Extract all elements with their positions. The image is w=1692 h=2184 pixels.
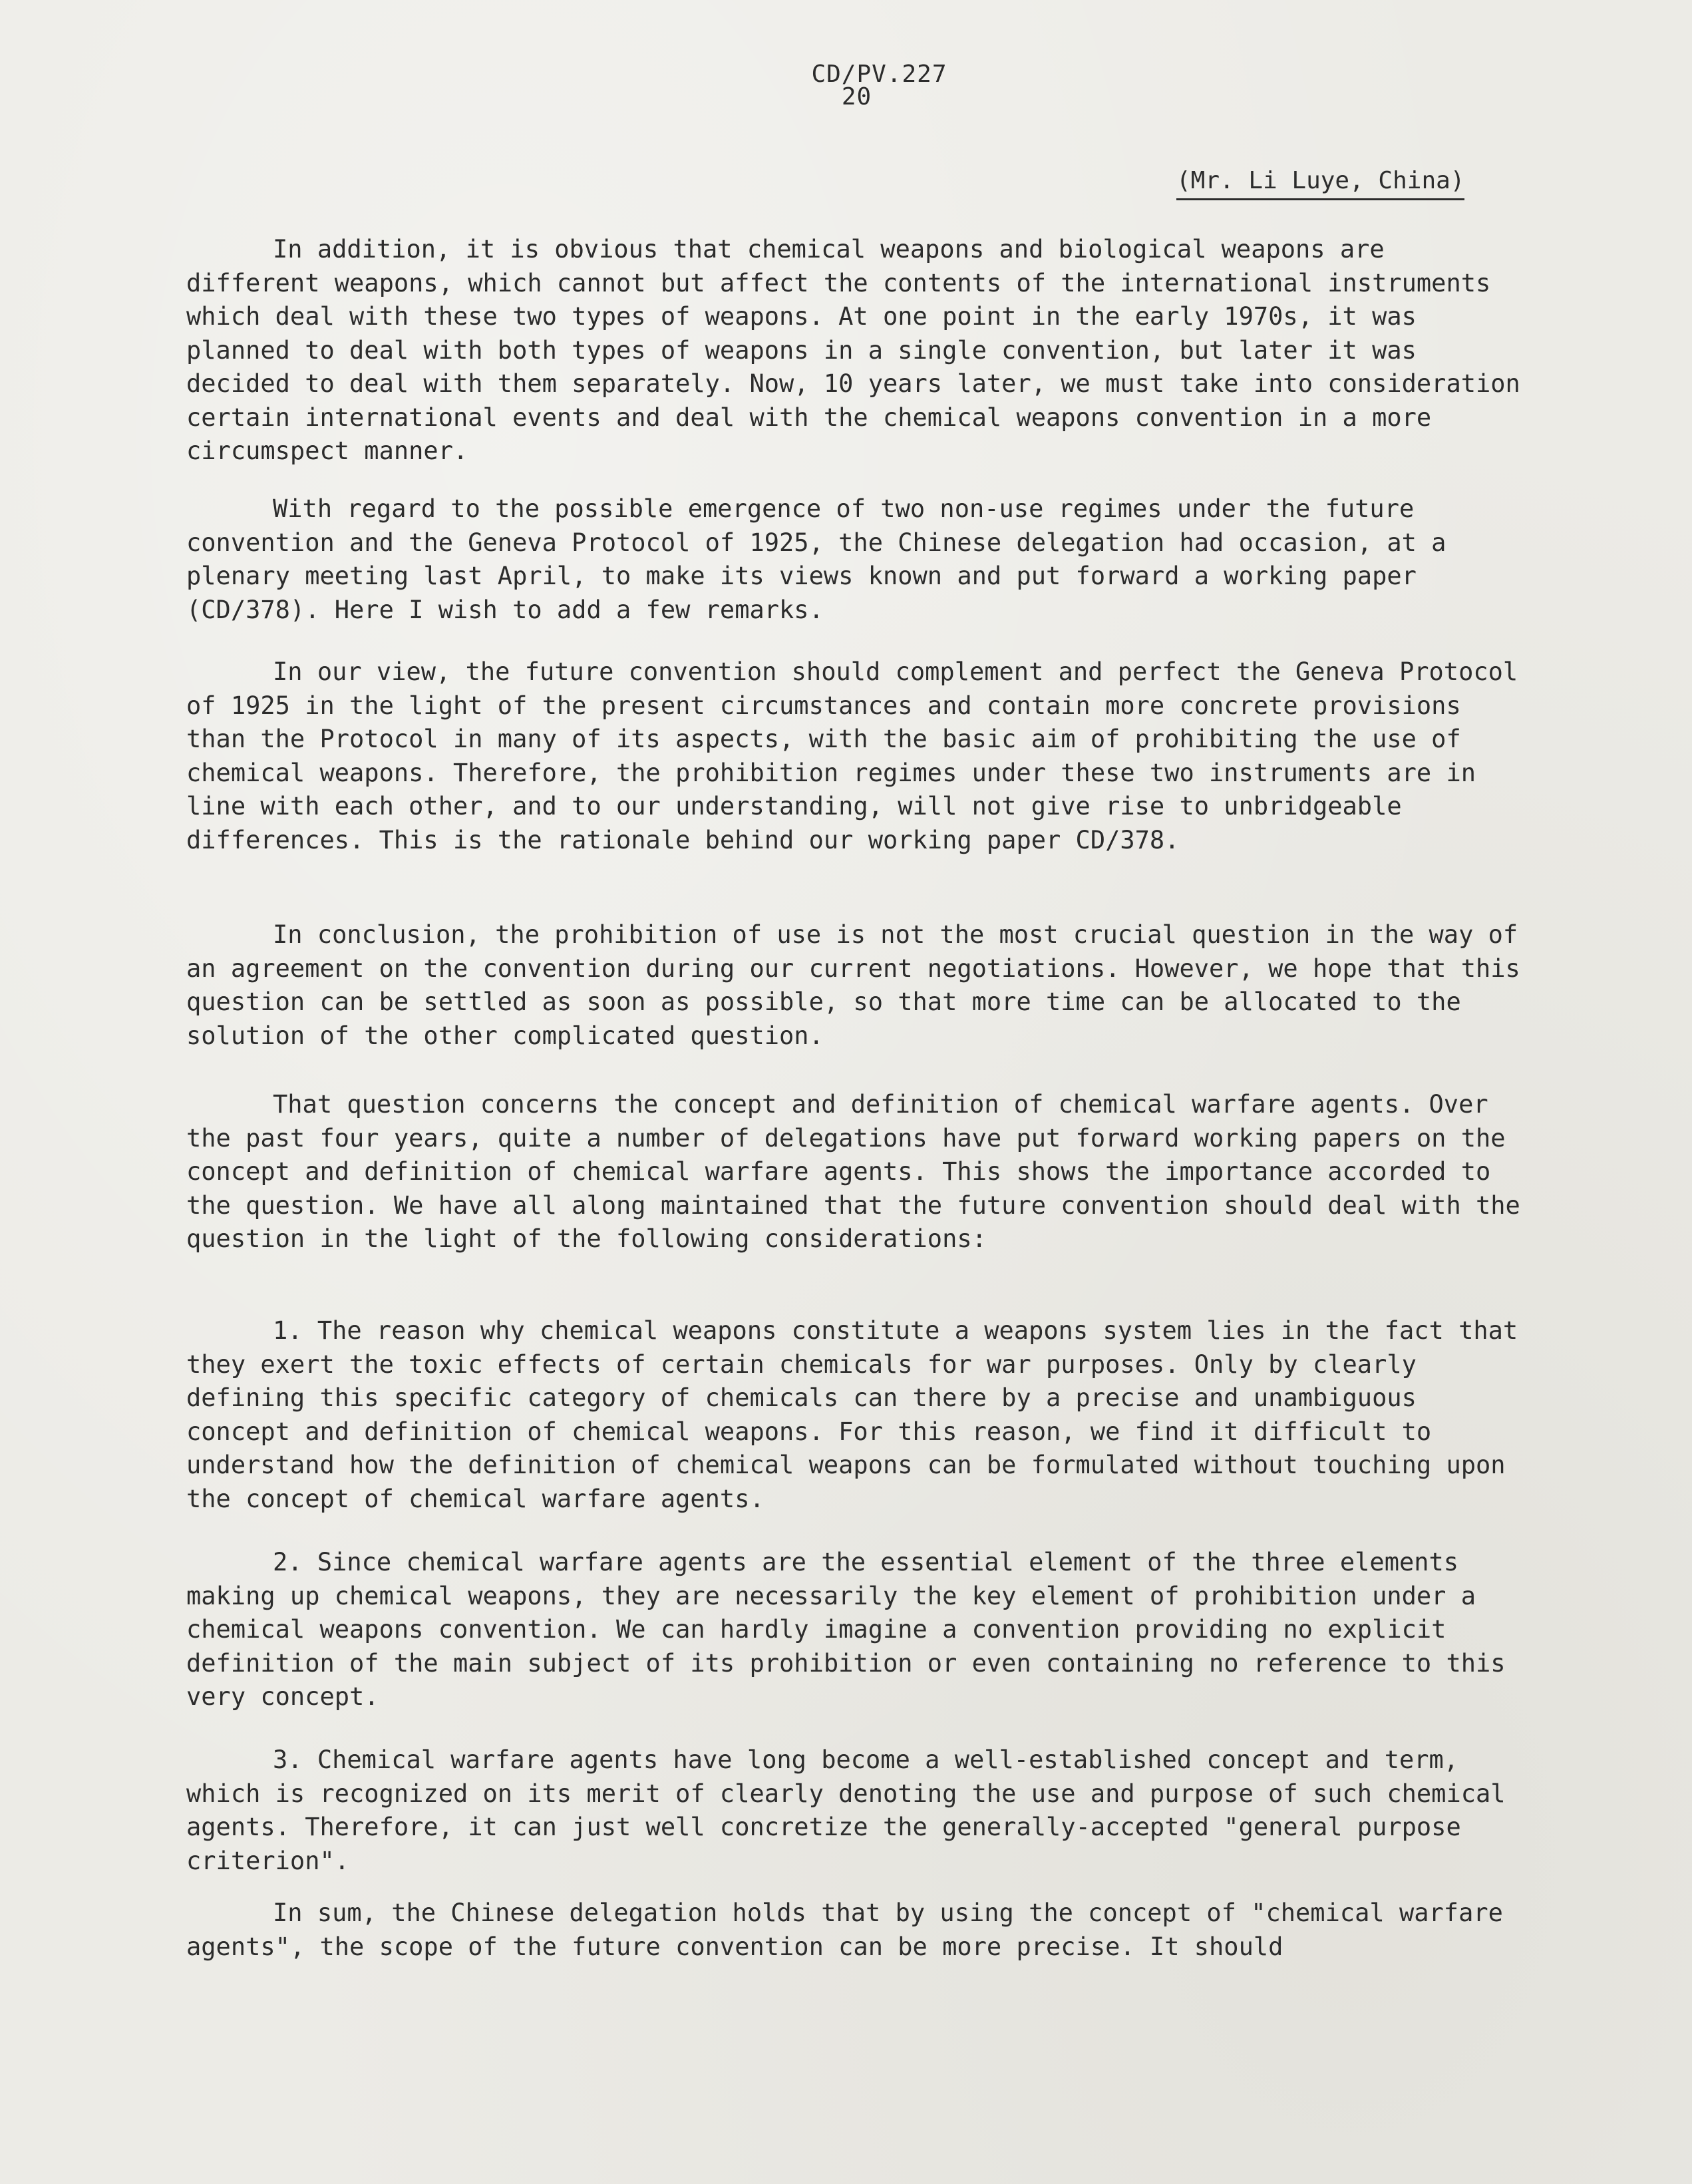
numbered-paragraph: 2. Since chemical warfare agents are the essential element of the three elements making up chemical weapons, they are necessarily the key element of prohibition under a chemical weapons convention. We can hardly imagine a convention providing no explicit definition of the main subject of its prohibition or even containing no reference to this very concept. xyxy=(186,1548,1506,1711)
speaker-attribution: (Mr. Li Luye, China) xyxy=(1176,166,1464,200)
numbered-paragraph: 1. The reason why chemical weapons constitute a weapons system lies in the fact that they exert the toxic effects of certain chemicals for war purposes. Only by clearly defining this specific category of chemicals can there by a precise and unambiguous concept and definition of chemical weapons. For this reason, we find it difficult to understand how the definition of chemical weapons can be formulated without touching upon the concept of chemical warfare agents. xyxy=(186,1316,1518,1513)
paragraph: In our view, the future convention should complement and perfect the Geneva Protocol of 1925 in the light of the present circumstances and contain more concrete provisions than the Protocol in many of its aspects, with the basic aim of prohibiting the use of chemical weapons. Therefore, the prohibition regimes under these two instruments are in line with each other, and to our understanding, will not give rise to unbridgeable differences. This is the rationale behind our working paper CD/378. xyxy=(186,657,1518,854)
numbered-paragraph: 3. Chemical warfare agents have long become a well-established concept and term, which is recognized on its merit of clearly denoting the use and purpose of such chemical agents. Therefore, it can just well concretize the generally-accepted "general purpose criterion". xyxy=(186,1745,1506,1875)
page-number: 20 xyxy=(841,83,872,110)
paragraph: That question concerns the concept and definition of chemical warfare agents. Over the past four years, quite a number of delegations have put forward working papers on the concept and definition of chemical warfare agents. This shows the importance accorded to the question. We have all along maintained that the future convention should deal with the question in the light of the following considerations: xyxy=(186,1090,1520,1253)
paragraph: In sum, the Chinese delegation holds that by using the concept of "chemical warfare agents", the scope of the future convention can be more precise. It should xyxy=(186,1899,1503,1961)
document-symbol: CD/PV.227 xyxy=(811,61,947,88)
paragraph: In conclusion, the prohibition of use is not the most crucial question in the way of an agreement on the convention during our current negotiations. However, we hope that this question can be settled as soon as possible, so that more time can be allocated to the solution of the other complicated question. xyxy=(186,920,1520,1050)
paragraph: With regard to the possible emergence of two non-use regimes under the future convention and the Geneva Protocol of 1925, the Chinese delegation had occasion, at a plenary meeting last April, to make its views known and put forward a working paper (CD/378). Here I wish to add a few remarks. xyxy=(186,494,1446,624)
paragraph: In addition, it is obvious that chemical weapons and biological weapons are different weapons, which cannot but affect the contents of the international instruments which deal with these two types of weapons. At one point in the early 1970s, it was planned to deal with both types of weapons in a single convention, but later it was decided to deal with them separately. Now, 10 years later, we must take into consideration certain international events and deal with the chemical weapons convention in a more circumspect manner. xyxy=(186,235,1520,465)
